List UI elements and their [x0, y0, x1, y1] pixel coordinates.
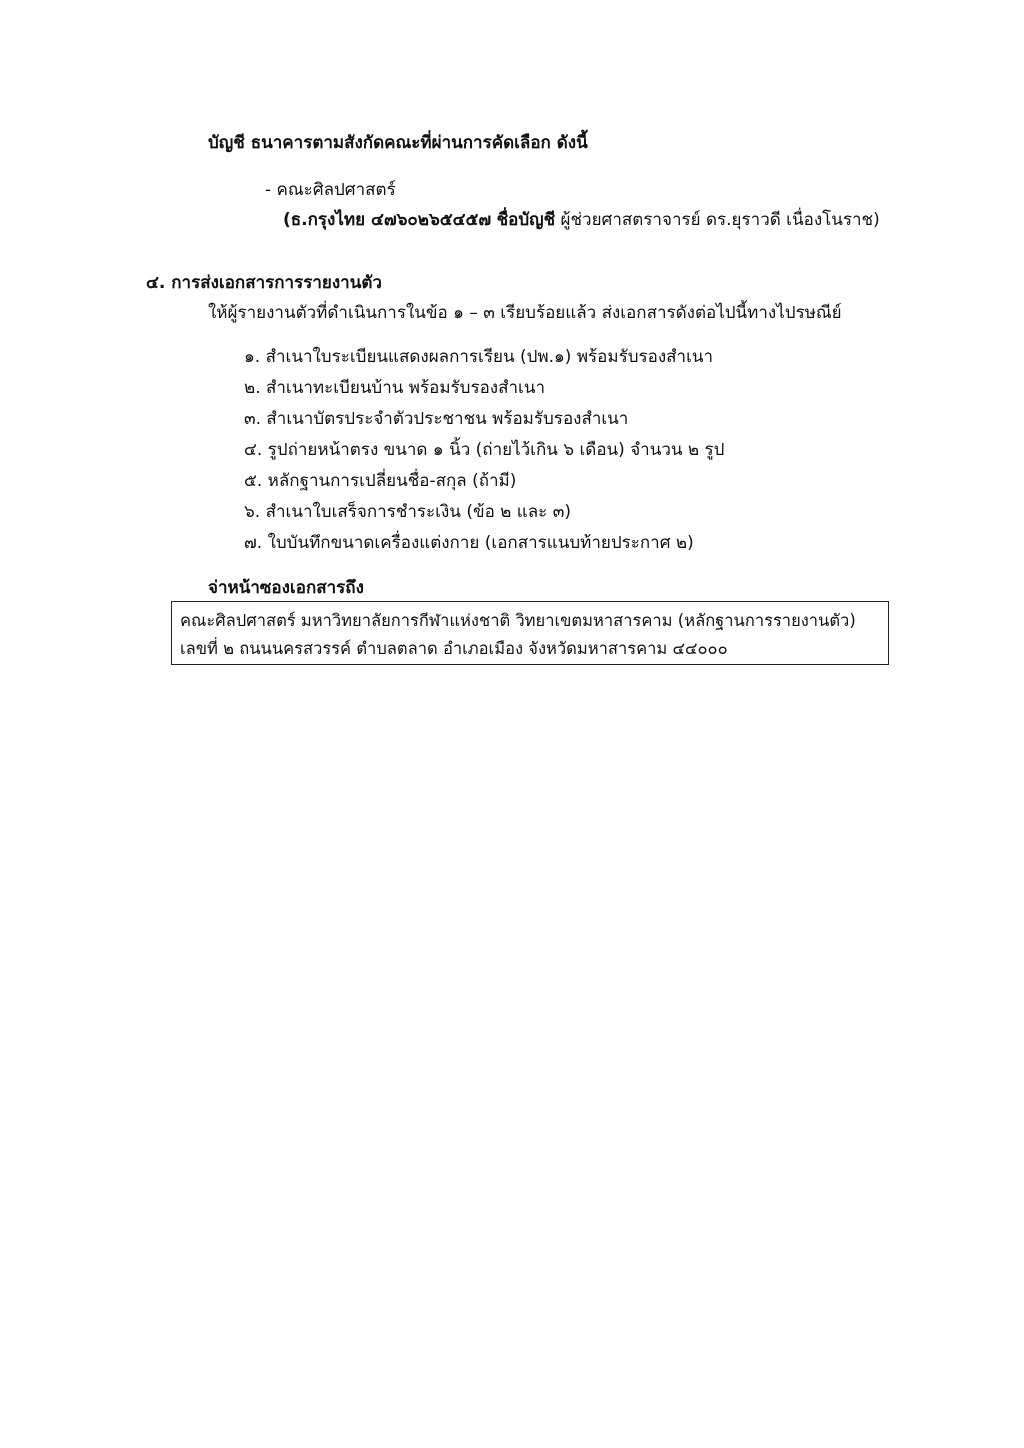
bank-account-heading: บัญชี ธนาคารตามสังกัดคณะที่ผ่านการคัดเลือก ดังนี้ [208, 133, 588, 153]
account-name-label: ชื่อบัญชี [496, 210, 556, 230]
document-list-item: ๓. สำเนาบัตรประจำตัวประชาชน พร้อมรับรองสำเนา [244, 409, 629, 429]
address-heading: จ่าหน้าซองเอกสารถึง [208, 578, 364, 598]
address-line-2: เลขที่ ๒ ถนนนครสวรรค์ ตำบลตลาด อำเภอเมือง จังหวัดมหาสารคาม ๔๔๐๐๐ [180, 639, 728, 658]
faculty-name: - คณะศิลปศาสตร์ [265, 180, 396, 200]
document-list-item: ๗. ใบบันทึกขนาดเครื่องแต่งกาย (เอกสารแนบท้ายประกาศ ๒) [244, 533, 694, 553]
section-intro: ให้ผู้รายงานตัวที่ดำเนินการในข้อ ๑ – ๓ เรียบร้อยแล้ว ส่งเอกสารดังต่อไปนี้ทางไปรษณีย์ [208, 303, 842, 323]
account-holder-name: ผู้ช่วยศาสตราจารย์ ดร.ยุราวดี เนื่องโนราช) [560, 210, 880, 230]
account-open-paren: ( [283, 210, 291, 230]
account-details [283, 208, 880, 232]
document-list-item: ๕. หลักฐานการเปลี่ยนชื่อ-สกุล (ถ้ามี) [244, 471, 517, 491]
document-list-item: ๑. สำเนาใบระเบียนแสดงผลการเรียน (ปพ.๑) พร้อมรับรองสำเนา [244, 347, 714, 367]
address-box [171, 601, 889, 665]
document-list-item: ๒. สำเนาทะเบียนบ้าน พร้อมรับรองสำเนา [244, 378, 546, 398]
bank-account-number: ธ.กรุงไทย ๔๗๖๐๒๖๕๔๕๗ [290, 210, 492, 230]
document-list-item: ๔. รูปถ่ายหน้าตรง ขนาด ๑ นิ้ว (ถ่ายไว้เกิน ๖ เดือน) จำนวน ๒ รูป [244, 440, 725, 460]
section-title: ๔. การส่งเอกสารการรายงานตัว [146, 273, 382, 293]
document-list-item: ๖. สำเนาใบเสร็จการชำระเงิน (ข้อ ๒ และ ๓) [244, 502, 571, 522]
address-line-1: คณะศิลปศาสตร์ มหาวิทยาลัยการกีฬาแห่งชาติ วิทยาเขตมหาสารคาม (หลักฐานการรายงานตัว) [180, 611, 856, 630]
